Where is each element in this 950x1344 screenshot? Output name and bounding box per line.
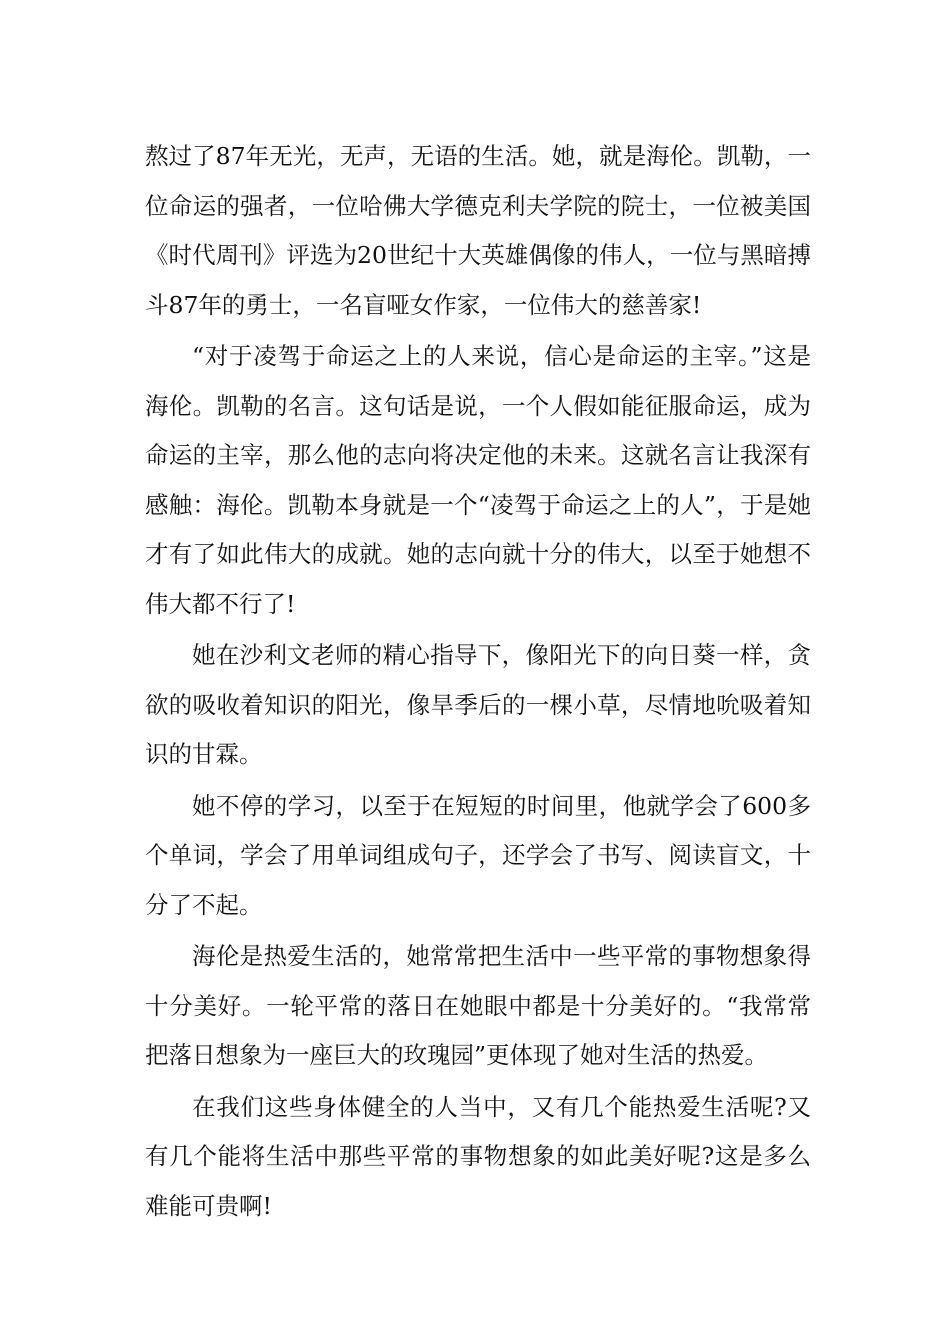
paragraph-5: 海伦是热爱生活的，她常常把生活中一些平常的事物想象得十分美好。一轮平常的落日在她眼中都是十分美好的。“我常常把落日想象为一座巨大的玫瑰园”更体现了她对生活的热爱。	[145, 942, 811, 1069]
paragraph-3: 她在沙利文老师的精心指导下，像阳光下的向日葵一样，贪欲的吸收着知识的阳光，像旱季后的一棵小草，尽情地吮吸着知识的甘霖。	[145, 641, 811, 768]
paragraph-6: 在我们这些身体健全的人当中，又有几个能热爱生活呢?又有几个能将生活中那些平常的事物想象的如此美好呢?这是多么难能可贵啊!	[145, 1092, 811, 1220]
paragraph-2: “对于凌驾于命运之上的人来说，信心是命运的主宰。”这是海伦。凯勒的名言。这句话是说，一个人假如能征服命运，成为命运的主宰，那么他的志向将决定他的未来。这就名言让我深有感触：海伦。凯勒本身就是一个“凌驾于命运之上的人”，于是她才有了如此伟大的成就。她的志向就十分的伟大，以至于她想不伟大都不行了!	[145, 342, 811, 618]
document-body	[145, 132, 811, 1231]
paragraph-4: 她不停的学习，以至于在短短的时间里，他就学会了600多个单词，学会了用单词组成句子，还学会了书写、阅读盲文，十分了不起。	[145, 791, 811, 919]
paragraph-1: 熬过了87年无光，无声，无语的生活。她，就是海伦。凯勒，一位命运的强者，一位哈佛大学德克利夫学院的院士，一位被美国《时代周刊》评选为20世纪十大英雄偶像的伟人，一位与黑暗搏斗87年的勇士，一名盲哑女作家，一位伟大的慈善家!	[145, 142, 811, 319]
